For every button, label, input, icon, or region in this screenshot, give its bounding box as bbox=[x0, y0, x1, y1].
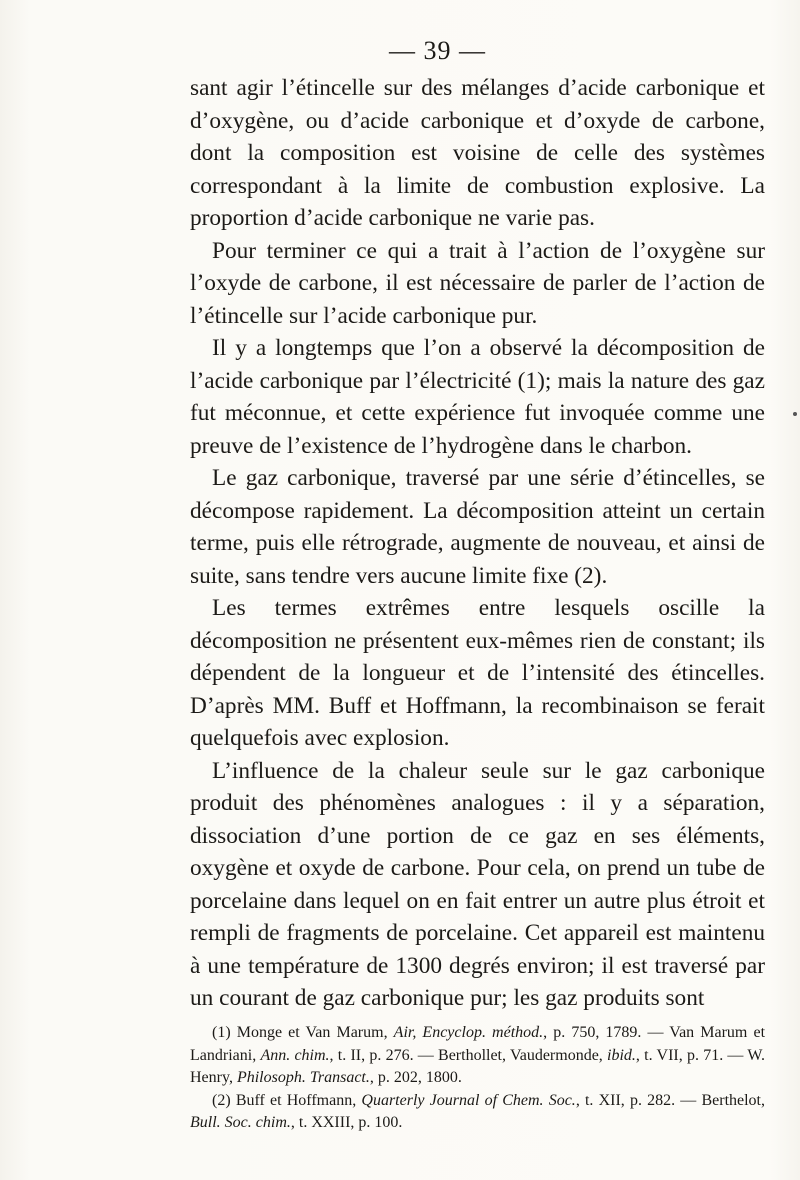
footnote-2-text: (2) Buff et Hoffmann, bbox=[212, 1091, 362, 1109]
paragraph-2: Pour terminer ce qui a trait à l’action de l’oxygène sur l’oxyde de carbone, il est nécessaire de parler de l’action de l’étincelle sur l’acide carbonique pur. bbox=[190, 237, 765, 329]
footnote-2-text: , t. XXIII, p. 100. bbox=[290, 1114, 403, 1131]
footnote-1-text: , t. II, p. 276. — Berthollet, Vaudermonde, bbox=[329, 1046, 608, 1064]
footnote-1-text: , p. 750, 1789. — Van Marum et Landriani, bbox=[190, 1024, 766, 1064]
body-text bbox=[190, 72, 765, 1015]
footnote-1-title: ibid. bbox=[607, 1046, 636, 1064]
footnote-1-title: Air, Encyclop. méthod. bbox=[393, 1024, 544, 1041]
footnote-2 bbox=[190, 1090, 765, 1135]
footnote-1-title: Philosoph. Transact. bbox=[236, 1069, 370, 1086]
margin-speck bbox=[793, 412, 797, 416]
paragraph-3: Il y a longtemps que l’on a observé la décomposition de l’acide carbonique par l’électricité (1); mais la nature des gaz fut méconnue, et cette expérience fut invoquée comme une preuve de l’existence de l’hydrogène dans le charbon. bbox=[190, 335, 765, 459]
footnotes bbox=[190, 1022, 765, 1135]
footnote-1-title: Ann. chim. bbox=[260, 1046, 330, 1064]
paragraph-1: sant agir l’étincelle sur des mélanges d’acide carbonique et d’oxygène, ou d’acide carbonique et d’oxyde de carbone, dont la composition est voisine de celle des systèmes correspondant à la limite de combustion explosive. La proportion d’acide carbonique ne varie pas. bbox=[190, 75, 765, 231]
footnote-1 bbox=[190, 1022, 765, 1090]
paragraph-5: Les termes extrêmes entre lesquels oscille la décomposition ne présentent eux-mêmes rien de constant; ils dépendent de la longueur et de l’intensité des étincelles. D’après MM. Buff et Hoffmann, la recombinaison se ferait quelquefois avec explosion. bbox=[190, 595, 765, 751]
footnote-2-title: Bull. Soc. chim. bbox=[190, 1114, 291, 1131]
footnote-1-text: , t. VII, p. 71. — W. Henry, bbox=[190, 1046, 766, 1086]
footnote-1-text: , p. 202, 1800. bbox=[369, 1069, 462, 1086]
page-number: — 39 — bbox=[389, 36, 486, 65]
paragraph-4: Le gaz carbonique, traversé par une série d’étincelles, se décompose rapidement. La décomposition atteint un certain terme, puis elle rétrograde, augmente de nouveau, et ainsi de suite, sans tendre vers aucune limite fixe (2). bbox=[190, 465, 765, 589]
footnote-2-text: , t. XII, p. 282. — Berthelot, bbox=[575, 1091, 766, 1109]
footnote-2-title: Quarterly Journal of Chem. Soc. bbox=[361, 1091, 576, 1109]
footnote-1-text: (1) Monge et Van Marum, bbox=[212, 1024, 394, 1041]
paragraph-6: L’influence de la chaleur seule sur le gaz carbonique produit des phénomènes analogues : il y a séparation, dissociation d’une portion de ce gaz en ses éléments, oxygène et oxyde de carbone. Pour cela, on prend un tube de porcelaine dans lequel on en fait entrer un autre plus étroit et rempli de fragments de porcelaine. Cet appareil est maintenu à une température de 1300 degrés environ; il est traversé par un courant de gaz carbonique pur; les gaz produits sont bbox=[190, 757, 765, 1011]
